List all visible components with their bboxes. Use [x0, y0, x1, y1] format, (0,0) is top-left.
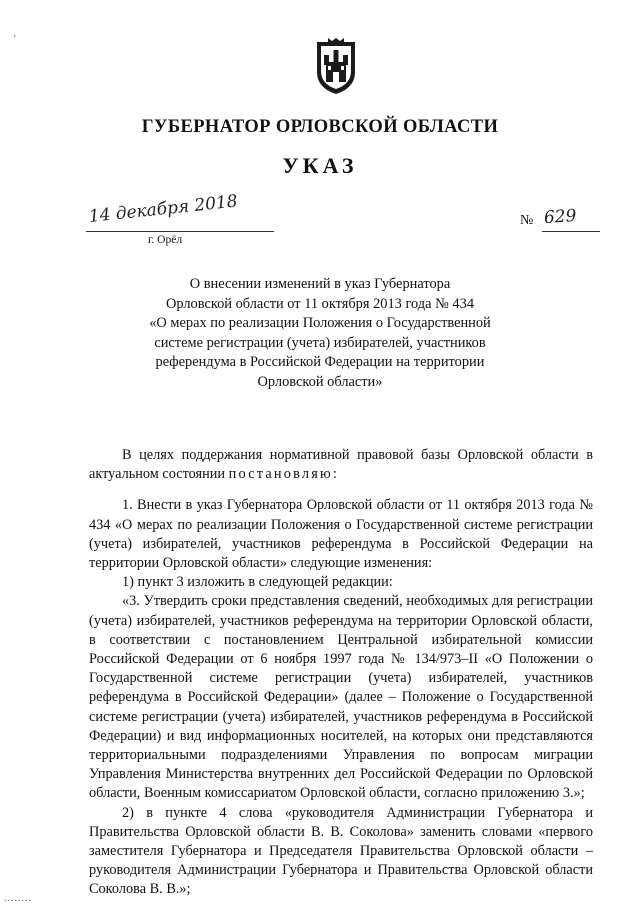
number-label: № [520, 213, 534, 228]
decree-body [89, 446, 593, 900]
coat-of-arms-icon [314, 38, 358, 96]
decree-subject [120, 275, 520, 392]
number-field [542, 207, 602, 233]
subject-line: Орловской области от 11 октября 2013 года № 434 [165, 295, 475, 312]
clause-1-paragraph: 1. Внести в указ Губернатора Орловской области от 11 октября 2013 года № 434 «О мерах по реализации Положения о Государственной системе регистрации (учета) избирателей, участников референдума в Российской Федерации на территории Орловской области» следующие изменения: [89, 497, 593, 572]
number-underline [542, 231, 600, 232]
city-label: г. Орёл [148, 234, 183, 246]
subject-line: «О мерах по реализации Положения о Государственной [149, 315, 491, 331]
handwritten-date: 14 декабря 2018 [87, 191, 239, 227]
scan-mark-bottom-left: ........ [4, 893, 32, 904]
subject-line: референдума в Российской Федерации на территории [155, 354, 485, 370]
date-underline [86, 231, 274, 232]
subject-line: Орловской области» [257, 373, 383, 390]
date-field [86, 191, 274, 233]
clause-3-text-paragraph: «3. Утвердить сроки представления сведений, необходимых для регистрации (учета) избирателей, участников референдума на территории Орловской области, в соответствии с постановлением Центральной избирательной комиссии Российской Федерации от 6 ноября 1997 года № 134/973–II «О Положении о Государственной системе регистрации (учета) избирателей, участников референдума в Российской Федерации» (далее – Положение о Государственной системе регистрации (учета) избирателей, участников референдума в Российской Федерации) и вид информационных носителей, на которых они представляются территориальными подразделениями Управления по вопросам миграции Управления Министерства внутренних дел Российской Федерации по Орловской области, Военным комиссариатом Орловской области, согласно приложению 3.»; [89, 593, 593, 802]
subclause-2-paragraph: 2) в пункте 4 слова «руководителя Администрации Губернатора и Правительства Орловской области В. В. Соколова» заменить словами «первого заместителя Губернатора и Председателя Правительства Орловской области – руководителя Администрации Губернатора и Правительства Орловской области Соколова В. В.»; [89, 804, 593, 898]
subject-line: системе регистрации (учета) избирателей, участников [154, 334, 486, 351]
preamble-paragraph [89, 446, 593, 484]
scan-mark-top-left: ' [14, 34, 16, 45]
preamble-emphasis: постановляю: [228, 466, 340, 483]
preamble-text: В целях поддержания нормативной правовой базы Орловской области в актуальном состоянии [89, 447, 593, 483]
subclause-1-paragraph: 1) пункт 3 изложить в следующей редакции: [122, 574, 393, 591]
subject-line: О внесении изменений в указ Губернатора [189, 276, 451, 292]
document-type-title: УКАЗ [282, 153, 358, 178]
authority-title: ГУБЕРНАТОР ОРЛОВСКОЙ ОБЛАСТИ [141, 117, 499, 137]
handwritten-number: 629 [543, 205, 578, 229]
